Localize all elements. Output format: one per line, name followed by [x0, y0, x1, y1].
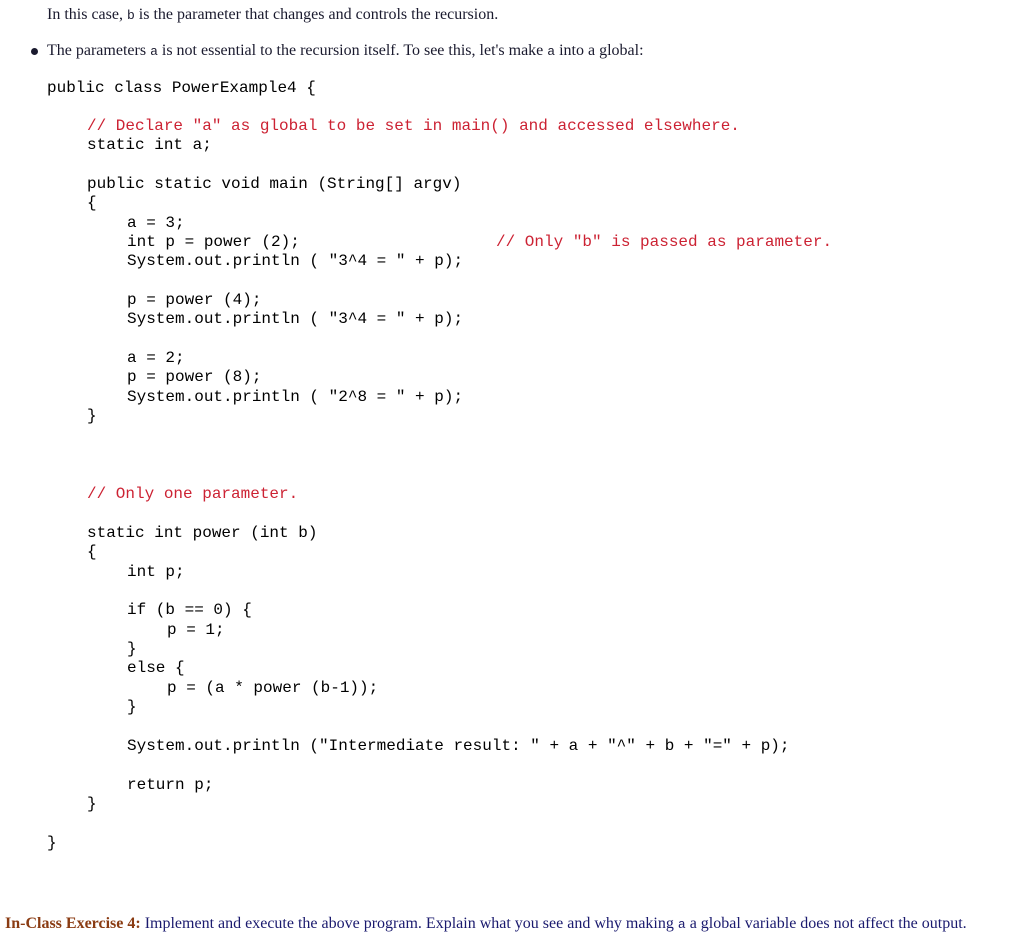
- code-int-p-decl: int p;: [127, 563, 185, 581]
- bullet-text-pre: The parameters: [47, 42, 151, 59]
- code-class-decl: public class PowerExample4 {: [47, 79, 316, 97]
- code-int-p: int p = power (2);: [127, 233, 300, 251]
- code-p-recursion: p = (a * power (b-1));: [167, 679, 379, 697]
- code-static-a: static int a;: [87, 136, 212, 154]
- code-else-close: }: [127, 698, 137, 716]
- code-if-close: }: [127, 640, 137, 658]
- exercise-label: In-Class Exercise 4:: [5, 915, 141, 932]
- intro-text-pre: In this case,: [47, 6, 127, 23]
- code-p-eq-1: p = 1;: [167, 621, 225, 639]
- code-power-signature: static int power (int b): [87, 524, 318, 542]
- code-comment-one-param: // Only one parameter.: [87, 485, 299, 503]
- bullet-text-post: into a global:: [555, 42, 644, 59]
- bullet-code-a2: a: [547, 44, 556, 59]
- code-comment-declare: // Declare "a" as global to be set in main() and accessed elsewhere.: [87, 117, 740, 135]
- code-a-eq-2: a = 2;: [127, 349, 185, 367]
- code-return-p: return p;: [127, 776, 214, 794]
- code-println-2: System.out.println ( "3^4 = " + p);: [127, 310, 464, 328]
- exercise-line: [5, 915, 967, 933]
- code-println-3: System.out.println ( "2^8 = " + p);: [127, 388, 464, 406]
- bullet-icon: [31, 48, 38, 55]
- code-a-eq-3: a = 3;: [127, 214, 185, 232]
- bullet-text-mid: is not essential to the recursion itself. To see this, let's make: [157, 42, 548, 59]
- code-power-close-brace: }: [87, 795, 97, 813]
- code-power-open-brace: {: [87, 543, 97, 561]
- bullet-code-a1: a: [150, 44, 158, 59]
- intro-text-post: is the parameter that changes and controls the recursion.: [134, 6, 499, 23]
- code-main-open-brace: {: [87, 194, 97, 212]
- code-println-intermediate: System.out.println ("Intermediate result: " + a + "^" + b + "=" + p);: [127, 737, 790, 755]
- code-comment-only-b: // Only "b" is passed as parameter.: [496, 233, 833, 251]
- exercise-code-a: a: [677, 917, 686, 932]
- code-p-power-8: p = power (8);: [127, 368, 262, 386]
- exercise-text-pre: Implement and execute the above program. Explain what you see and why making: [140, 915, 678, 932]
- code-else-line: else {: [127, 659, 185, 677]
- code-if-line: if (b == 0) {: [127, 601, 252, 619]
- code-class-close-brace: }: [47, 834, 57, 852]
- code-main-close-brace: }: [87, 407, 97, 425]
- intro-code-b: b: [126, 8, 135, 23]
- code-main-signature: public static void main (String[] argv): [87, 175, 462, 193]
- bullet-line: [47, 42, 644, 60]
- code-println-1: System.out.println ( "3^4 = " + p);: [127, 252, 464, 270]
- code-p-power-4: p = power (4);: [127, 291, 262, 309]
- intro-line: [47, 6, 498, 24]
- exercise-text-post: a global variable does not affect the output.: [685, 915, 967, 932]
